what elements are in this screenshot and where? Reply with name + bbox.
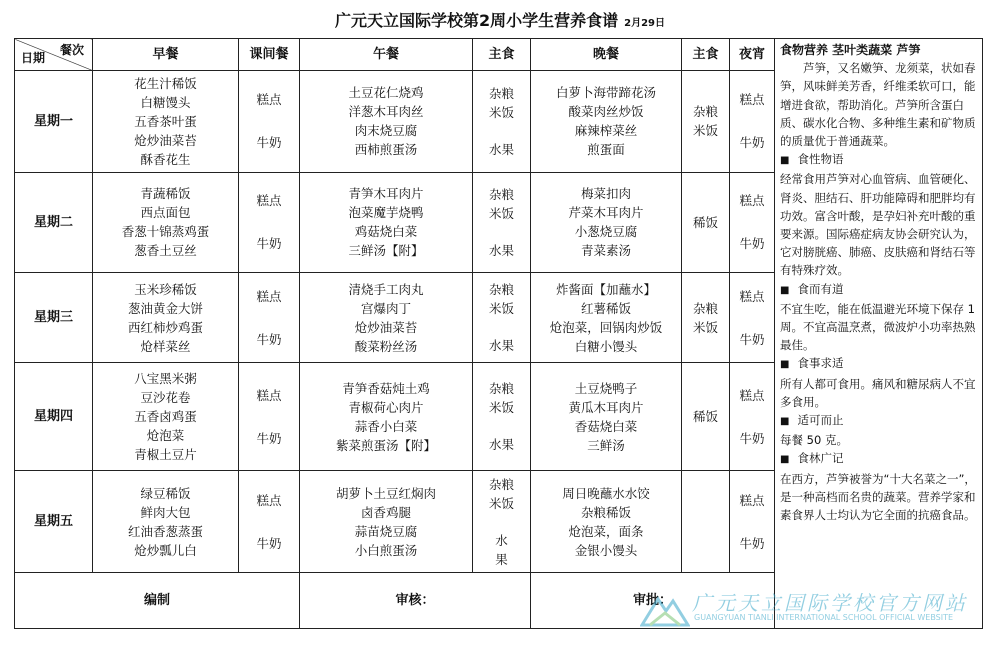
nutrition-section-text: 在西方，芦笋被誉为“十大名菜之一”，是一种高档而名贵的蔬菜。营养学家和素食界人士均认为它全面的抗癌食品。 (780, 471, 976, 523)
menu-item: 五香茶叶蛋 (134, 113, 197, 129)
menu-item: 杂粮 (692, 300, 718, 316)
break-meal-cell (239, 363, 300, 471)
menu-item: 牛奶 (256, 430, 282, 446)
breakfast-cell (93, 71, 239, 173)
menu-item: 三鲜汤 (587, 437, 625, 453)
title-text: 广元天立国际学校第2周小学生营养食谱 (334, 11, 619, 30)
menu-item: 糕点 (256, 492, 282, 508)
night-snack-cell-lines (730, 191, 774, 253)
dinner-cell (531, 273, 682, 363)
nutrition-section-title: ■ 食林广记 (780, 449, 976, 469)
menu-item: 金银小馒头 (574, 542, 638, 558)
night-snack-cell (730, 172, 775, 273)
menu-item: 糕点 (739, 92, 765, 108)
title-date: 2月29日 (624, 18, 665, 29)
nutrition-section-text: 每餐 50 克。 (780, 433, 848, 448)
menu-item: 肉末烧豆腐 (354, 123, 418, 139)
lunch-cell (300, 172, 473, 273)
dinner-staple-cell (682, 363, 730, 471)
menu-item: 葱香土豆丝 (134, 243, 197, 259)
lunch-staple-cell-lines (473, 84, 530, 159)
night-snack-cell (730, 363, 775, 471)
nutrition-section-text: 所有人都可食用。痛风和糖尿病人不宜多食用。 (780, 376, 976, 409)
day-label: 星期一 (15, 71, 93, 173)
day-label: 星期五 (15, 471, 93, 573)
menu-item: 五香卤鸡蛋 (134, 409, 197, 425)
menu-item: 牛奶 (739, 135, 765, 151)
menu-item: 青椒土豆片 (134, 447, 197, 463)
menu-item: 土豆烧鸭子 (574, 380, 638, 396)
lunch-staple-cell-lines (473, 379, 530, 454)
menu-item: 水果 (488, 338, 514, 354)
menu-item: 蒜香小白菜 (354, 418, 418, 434)
mountain-logo-icon (640, 585, 690, 629)
menu-item: 鲜肉大包 (140, 504, 191, 520)
menu-item: 炝泡菜，回锅肉炒饭 (549, 319, 663, 335)
menu-item: 米饭 (488, 104, 514, 120)
header-dinner: 晚餐 (531, 39, 682, 71)
menu-item: 周日晚蘸水水饺 (562, 485, 650, 501)
menu-item: 煎蛋面 (587, 142, 625, 158)
break-meal-cell-lines (239, 191, 299, 253)
menu-item: 小葱烧豆腐 (574, 224, 638, 240)
day-row (15, 71, 775, 173)
lunch-staple-cell-lines (473, 475, 530, 569)
day-row (15, 172, 775, 273)
dinner-cell-lines (531, 484, 681, 560)
menu-item: 花生汁稀饭 (134, 75, 197, 91)
menu-item: 水 (495, 532, 508, 548)
menu-item: 麻辣榨菜丝 (574, 123, 638, 139)
day-label: 星期三 (15, 273, 93, 363)
break-meal-cell (239, 71, 300, 173)
menu-item: 炝样菜丝 (140, 338, 191, 354)
dinner-staple-cell (682, 172, 730, 273)
menu-item: 红油香葱蒸蛋 (127, 523, 203, 539)
night-snack-cell-lines (730, 90, 774, 152)
approver-label: 审批： (531, 573, 775, 629)
menu-item: 炝炒瓢儿白 (134, 542, 197, 558)
menu-item: 卤香鸡腿 (360, 504, 411, 520)
menu-item: 三鲜汤【附】 (348, 243, 424, 259)
dinner-staple-cell-lines (682, 102, 729, 140)
menu-item: 米饭 (488, 301, 514, 317)
menu-item: 糕点 (256, 193, 282, 209)
menu-item: 糕点 (739, 492, 765, 508)
nutrition-section-text: 不宜生吃，能在低温避光环境下保存 1 周。不宜高温烹煮，微波炉小功率热熟最佳。 (780, 301, 976, 353)
menu-item: 炝炒油菜苔 (134, 132, 197, 148)
menu-item: 稀饭 (692, 409, 718, 425)
menu-item: 青蔬稀饭 (140, 186, 191, 202)
menu-item: 酸菜肉丝炒饭 (568, 104, 644, 120)
lunch-cell-lines (300, 280, 472, 356)
menu-item: 杂粮 (488, 85, 514, 101)
menu-item: 糕点 (256, 387, 282, 403)
day-label: 星期四 (15, 363, 93, 471)
menu-item: 泡菜魔芋烧鸭 (348, 205, 424, 221)
menu-item: 杂粮 (488, 381, 514, 397)
nutrition-section-title: ■ 食而有道 (780, 280, 976, 300)
menu-item: 红薯稀饭 (580, 300, 631, 316)
dinner-staple-cell-lines (682, 299, 729, 337)
menu-item: 米饭 (488, 495, 514, 511)
menu-item: 西红柿炒鸡蛋 (127, 319, 203, 335)
breakfast-cell (93, 172, 239, 273)
lunch-staple-cell-lines (473, 185, 530, 260)
day-row (15, 363, 775, 471)
nutrition-panel (774, 38, 983, 629)
header-breakfast: 早餐 (93, 39, 239, 71)
menu-item: 白糖小馒头 (574, 338, 638, 354)
menu-item: 洋葱木耳肉丝 (348, 104, 424, 120)
menu-table (14, 38, 775, 629)
lunch-staple-cell-lines (473, 280, 530, 355)
menu-item: 白萝卜海带蹄花汤 (555, 85, 656, 101)
break-meal-cell-lines (239, 287, 299, 349)
menu-item: 胡萝卜土豆红焖肉 (335, 485, 436, 501)
breakfast-cell-lines (93, 280, 238, 356)
day-row (15, 471, 775, 573)
menu-item: 香葱十锦蒸鸡蛋 (121, 224, 210, 240)
dinner-cell-lines (531, 184, 681, 260)
reviewer-label: 审核： (300, 573, 531, 629)
night-snack-cell (730, 273, 775, 363)
menu-item: 牛奶 (256, 331, 282, 347)
menu-item: 水果 (488, 141, 514, 157)
menu-item: 小白煎蛋汤 (354, 542, 418, 558)
breakfast-cell-lines (93, 369, 238, 464)
lunch-cell-lines (300, 484, 472, 560)
menu-item: 糕点 (256, 92, 282, 108)
dinner-cell (531, 71, 682, 173)
menu-item: 牛奶 (739, 331, 765, 347)
menu-item: 八宝黑米粥 (134, 371, 197, 387)
lunch-cell-lines (300, 83, 472, 159)
menu-item: 葱油黄金大饼 (127, 300, 203, 316)
menu-item: 青菜素汤 (580, 243, 631, 259)
menu-item: 蒜苗烧豆腐 (354, 523, 418, 539)
menu-item: 酸菜粉丝汤 (354, 338, 418, 354)
menu-item: 白糖馒头 (140, 94, 191, 110)
nutrition-section-text: 经常食用芦笋对心血管病、血管硬化、肾炎、胆结石、肝功能障碍和肥胖均有功效。富含叶酸，是孕妇补充叶酸的重要来源。国际癌症病友协会研究认为，它对膀胱癌、肺癌、皮肤癌和肾结石等有特殊疗效。 (780, 172, 976, 278)
menu-item: 稀饭 (692, 214, 718, 230)
menu-item: 米饭 (488, 400, 514, 416)
break-meal-cell-lines (239, 491, 299, 553)
menu-item: 青笋香菇炖土鸡 (342, 380, 430, 396)
menu-item: 炝泡菜，面条 (568, 523, 644, 539)
night-snack-cell-lines (730, 491, 774, 553)
menu-item: 牛奶 (256, 135, 282, 151)
night-snack-cell-lines (730, 386, 774, 448)
night-snack-cell-lines (730, 287, 774, 349)
dinner-staple-cell (682, 273, 730, 363)
menu-item: 杂粮 (488, 186, 514, 202)
menu-item: 青椒荷心肉片 (348, 399, 424, 415)
break-meal-cell-lines (239, 90, 299, 152)
menu-item: 杂粮 (488, 282, 514, 298)
lunch-cell (300, 363, 473, 471)
menu-item: 牛奶 (739, 430, 765, 446)
breakfast-cell (93, 363, 239, 471)
header-lunch-staple: 主食 (473, 39, 531, 71)
header-lunch: 午餐 (300, 39, 473, 71)
breakfast-cell (93, 273, 239, 363)
menu-item: 米饭 (692, 319, 718, 335)
break-meal-cell (239, 471, 300, 573)
corner-bottom-label: 日期 (21, 51, 46, 65)
dinner-staple-cell (682, 471, 730, 573)
menu-item: 土豆花仁烧鸡 (348, 85, 424, 101)
header-break-meal: 课间餐 (239, 39, 300, 71)
lunch-staple-cell (473, 363, 531, 471)
header-dinner-staple: 主食 (682, 39, 730, 71)
menu-item: 西点面包 (140, 205, 191, 221)
page-title (0, 8, 1000, 31)
menu-item: 炝炒油菜苔 (354, 319, 418, 335)
menu-item: 水果 (488, 437, 514, 453)
dinner-staple-cell-lines (682, 407, 729, 426)
menu-item: 杂粮 (488, 476, 514, 492)
watermark-en-text: GUANGYUAN TIANLI INTERNATIONAL SCHOOL OFFICIAL WEBSITE (694, 613, 954, 622)
menu-item: 牛奶 (256, 535, 282, 551)
watermark-cn-text: 广元天立国际学校官方网站 (692, 591, 968, 615)
menu-item: 炝泡菜 (146, 428, 185, 444)
lunch-staple-cell (473, 71, 531, 173)
menu-item: 水果 (488, 242, 514, 258)
lunch-cell (300, 273, 473, 363)
menu-item: 糕点 (739, 193, 765, 209)
menu-item: 米饭 (692, 123, 718, 139)
breakfast-cell-lines (93, 184, 238, 260)
night-snack-cell (730, 71, 775, 173)
menu-item: 香菇烧白菜 (574, 418, 638, 434)
dinner-cell (531, 363, 682, 471)
dinner-cell-lines (531, 83, 681, 159)
nutrition-sections (780, 150, 976, 524)
menu-item: 果 (495, 551, 508, 567)
editor-label: 编制 (15, 573, 300, 629)
dinner-cell-lines (531, 379, 681, 455)
day-row (15, 273, 775, 363)
header-row (15, 39, 775, 71)
dinner-cell (531, 471, 682, 573)
menu-item: 杂粮 (692, 104, 718, 120)
nutrition-section-title: ■ 食性物语 (780, 150, 976, 170)
lunch-staple-cell (473, 172, 531, 273)
menu-item: 宫爆肉丁 (360, 300, 411, 316)
menu-item: 糕点 (739, 387, 765, 403)
menu-item: 牛奶 (739, 535, 765, 551)
dinner-staple-cell-lines (682, 213, 729, 232)
lunch-cell-lines (300, 184, 472, 260)
nutrition-section-title: ■ 食事求适 (780, 354, 976, 374)
menu-item: 紫菜煎蛋汤【附】 (335, 437, 436, 453)
menu-item: 糕点 (256, 288, 282, 304)
menu-item: 糕点 (739, 288, 765, 304)
lunch-staple-cell (473, 273, 531, 363)
menu-item: 米饭 (488, 205, 514, 221)
breakfast-cell-lines (93, 74, 238, 169)
day-label: 星期二 (15, 172, 93, 273)
menu-item: 黄瓜木耳肉片 (568, 399, 644, 415)
menu-item: 豆沙花卷 (140, 390, 191, 406)
header-night-snack: 夜宵 (730, 39, 775, 71)
menu-item: 杂粮稀饭 (580, 504, 631, 520)
menu-item: 牛奶 (739, 236, 765, 252)
menu-item: 青笋木耳肉片 (348, 186, 424, 202)
dinner-cell (531, 172, 682, 273)
menu-item: 牛奶 (256, 236, 282, 252)
menu-item: 清烧手工肉丸 (348, 281, 424, 297)
menu-item: 玉米珍稀饭 (134, 281, 197, 297)
lunch-cell (300, 71, 473, 173)
watermark-logo (640, 585, 970, 630)
night-snack-cell (730, 471, 775, 573)
lunch-staple-cell (473, 471, 531, 573)
breakfast-cell (93, 471, 239, 573)
dinner-cell-lines (531, 280, 681, 356)
nutrition-intro: 芦笋，又名嫩笋、龙须菜，状如春笋，风味鲜美芳香，纤维柔软可口，能增进食欲，帮助消化。芦笋所含蛋白质、碳水化合物、多种维生素和矿物质的质量优于普通蔬菜。 (780, 61, 976, 149)
nutrition-section-title: ■ 适可而止 (780, 411, 976, 431)
lunch-cell (300, 471, 473, 573)
corner-top-label: 餐次 (59, 43, 84, 57)
menu-item: 酥香花生 (140, 151, 191, 167)
menu-item: 绿豆稀饭 (140, 485, 191, 501)
menu-item: 炸酱面【加蘸水】 (555, 281, 656, 297)
corner-cell (15, 39, 93, 71)
break-meal-cell-lines (239, 386, 299, 448)
breakfast-cell-lines (93, 484, 238, 560)
menu-item: 梅菜扣肉 (580, 186, 631, 202)
dinner-staple-cell (682, 71, 730, 173)
nutrition-heading: 食物营养 茎叶类蔬菜 芦笋 (780, 43, 921, 57)
break-meal-cell (239, 273, 300, 363)
lunch-cell-lines (300, 379, 472, 455)
menu-item: 西柿煎蛋汤 (354, 142, 418, 158)
menu-item: 芹菜木耳肉片 (568, 205, 644, 221)
menu-item: 鸡菇烧白菜 (354, 224, 418, 240)
break-meal-cell (239, 172, 300, 273)
